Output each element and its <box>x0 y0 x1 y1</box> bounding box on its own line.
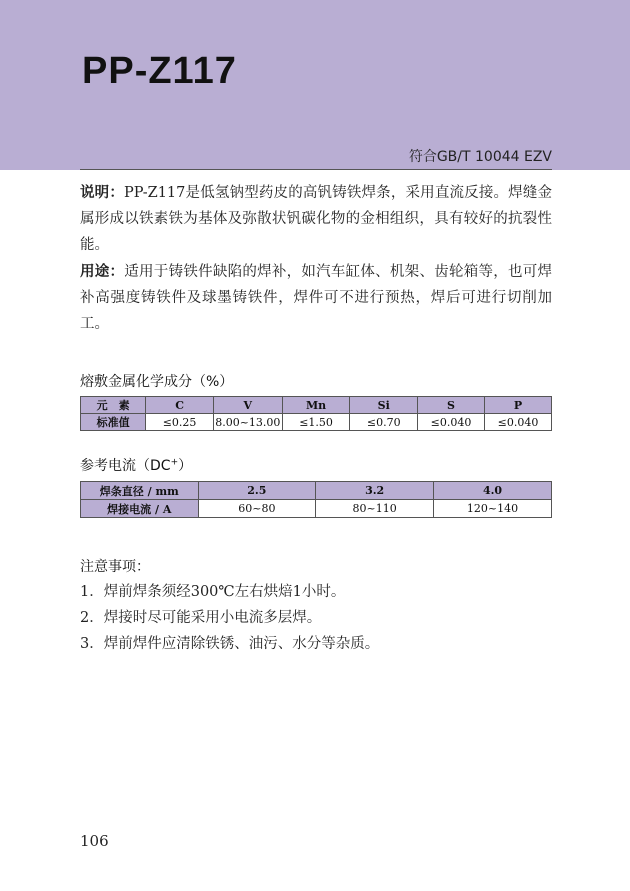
note-item-1: 1．焊前焊条须经300℃左右烘焙1小时。 <box>80 584 346 600</box>
chemistry-header-element: 元 素 <box>81 397 146 414</box>
current-value-2: 80~110 <box>316 500 434 518</box>
current-diameter-3: 4.0 <box>434 482 552 500</box>
header-divider <box>80 169 552 170</box>
chemistry-value-row <box>81 414 552 431</box>
note-item-2: 2．焊接时尽可能采用小电流多层焊。 <box>80 610 322 626</box>
notes-title: 注意事项： <box>80 559 150 575</box>
current-value-3: 120~140 <box>434 500 552 518</box>
current-header-row <box>81 482 552 500</box>
chemistry-value-si: ≤0.70 <box>350 414 418 431</box>
description-text: PP-Z117是低氢钠型药皮的高钒铸铁焊条，采用直流反接。焊缝金属形成以铁素铁为基体及弥散状钒碳化物的金相组织，具有较好的抗裂性能。 <box>80 185 552 253</box>
usage-text: 适用于铸铁件缺陷的焊补，如汽车缸体、机架、齿轮箱等，也可焊补高强度铸铁件及球墨铸铁件，焊件可不进行预热，焊后可进行切削加工。 <box>80 264 553 332</box>
chemistry-header-mn: Mn <box>282 397 350 414</box>
current-diameter-1: 2.5 <box>198 482 316 500</box>
current-table <box>80 481 552 518</box>
chemistry-value-mn: ≤1.50 <box>282 414 350 431</box>
current-diameter-2: 3.2 <box>316 482 434 500</box>
usage-label: 用途： <box>80 264 125 280</box>
chemistry-header-s: S <box>418 397 485 414</box>
page-title: PP-Z117 <box>82 50 237 92</box>
chemistry-title: 熔敷金属化学成分（%） <box>80 374 234 390</box>
current-value-1: 60~80 <box>198 500 316 518</box>
page-number: 106 <box>80 832 109 850</box>
current-row-label: 焊接电流 / A <box>81 500 199 518</box>
description-label: 说明： <box>80 185 124 201</box>
chemistry-value-s: ≤0.040 <box>418 414 485 431</box>
current-title <box>80 455 192 475</box>
note-item-3: 3．焊前焊件应清除铁锈、油污、水分等杂质。 <box>80 636 380 652</box>
current-title-prefix: 参考电流（DC <box>80 458 171 474</box>
chemistry-header-c: C <box>146 397 214 414</box>
chemistry-row-label: 标准值 <box>81 414 146 431</box>
chemistry-value-v: 8.00~13.00 <box>215 415 281 429</box>
chemistry-header-row <box>81 397 552 414</box>
chemistry-header-p: P <box>485 397 552 414</box>
chemistry-value-c: ≤0.25 <box>146 414 214 431</box>
chemistry-header-si: Si <box>350 397 418 414</box>
description-paragraph <box>80 180 552 258</box>
current-value-row <box>81 500 552 518</box>
current-header-label: 焊条直径 / mm <box>81 482 199 500</box>
chemistry-value-p: ≤0.040 <box>485 414 552 431</box>
usage-paragraph <box>80 259 552 337</box>
chemistry-header-v: V <box>213 397 282 414</box>
current-title-suffix: ） <box>178 458 193 474</box>
current-title-sup: + <box>170 457 179 468</box>
standard-reference: 符合GB/T 10044 EZV <box>408 149 552 165</box>
chemistry-table <box>80 396 552 431</box>
